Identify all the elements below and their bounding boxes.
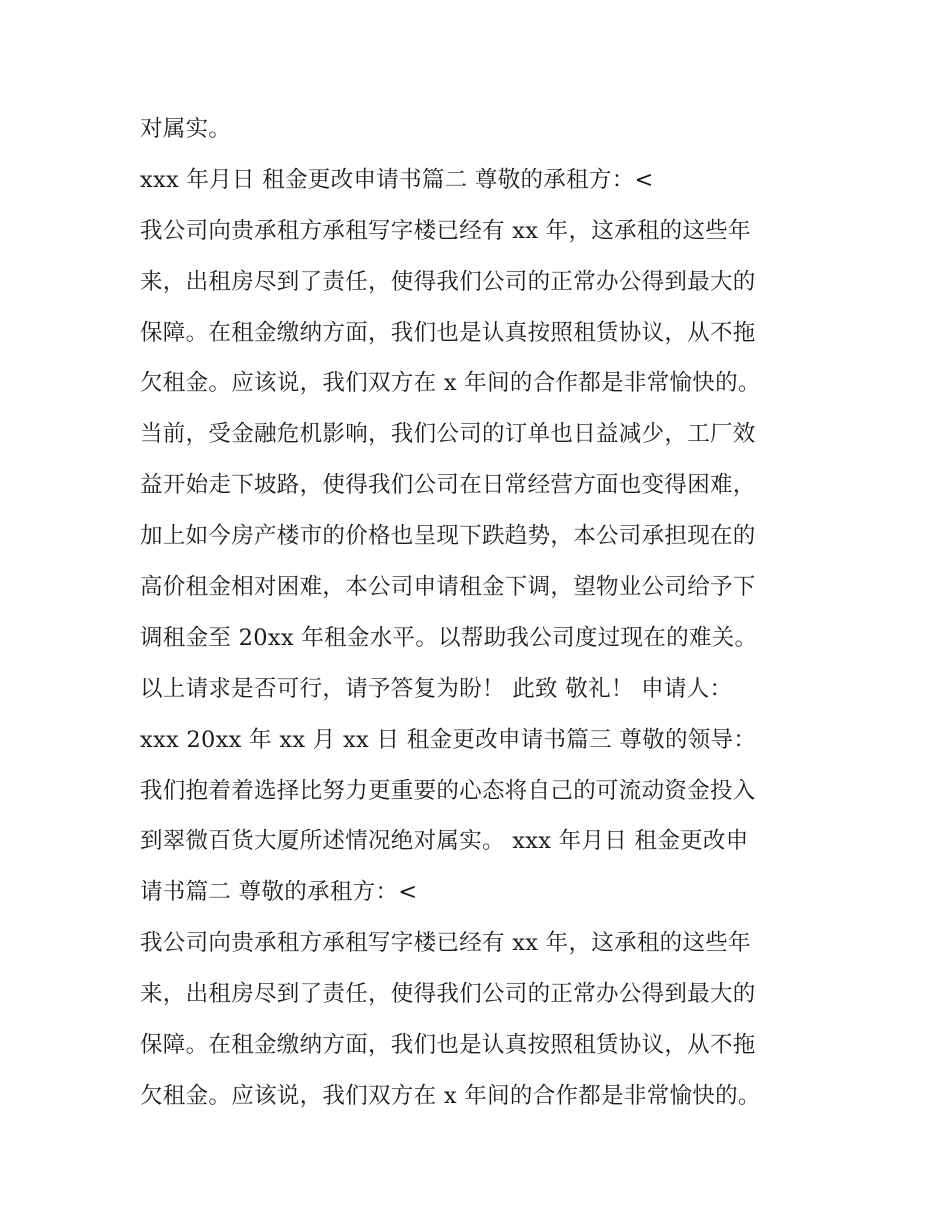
body-text <box>140 108 830 1126</box>
text-line: 对属实。 <box>140 116 232 142</box>
text-line: xxx 20xx 年 xx 月 xx 日 租金更改申请书篇三 尊敬的领导： <box>140 726 757 753</box>
text-line: 当前，受金融危机影响，我们公司的订单也日益减少，工厂效 <box>140 421 756 448</box>
text-line: 加上如今房产楼市的价格也呈现下跌趋势，本公司承担现在的 <box>140 523 756 550</box>
text-line: 调租金至 20xx 年租金水平。以帮助我公司度过现在的难关。 <box>140 624 758 651</box>
text-line: 我公司向贵承租方承租写字楼已经有 xx 年，这承租的这些年 <box>140 217 751 244</box>
text-line: 以上请求是否可行，请予答复为盼！ 此致 敬礼！ 申请人： <box>140 675 733 702</box>
text-line: 欠租金。应该说，我们双方在 x 年间的合作都是非常愉快的。 <box>140 1082 761 1109</box>
text-line: xxx 年月日 租金更改申请书篇二 尊敬的承租方：< <box>140 166 654 193</box>
text-line: 来，出租房尽到了责任，使得我们公司的正常办公得到最大的 <box>140 268 756 295</box>
text-line: 我公司向贵承租方承租写字楼已经有 xx 年，这承租的这些年 <box>140 930 751 957</box>
text-line: 欠租金。应该说，我们双方在 x 年间的合作都是非常愉快的。 <box>140 370 761 397</box>
text-line: 保障。在租金缴纳方面，我们也是认真按照租赁协议，从不拖 <box>140 319 756 346</box>
text-line: 高价租金相对困难，本公司申请租金下调，望物业公司给予下 <box>140 574 756 601</box>
text-line: 到翠微百货大厦所述情况绝对属实。 xxx 年月日 租金更改申 <box>140 828 749 855</box>
text-line: 我们抱着着选择比努力更重要的心态将自己的可流动资金投入 <box>140 777 756 804</box>
text-line: 益开始走下坡路，使得我们公司在日常经营方面也变得困难， <box>140 472 756 499</box>
text-line: 请书篇二 尊敬的承租方：< <box>140 879 418 906</box>
text-line: 来，出租房尽到了责任，使得我们公司的正常办公得到最大的 <box>140 981 756 1008</box>
text-line: 保障。在租金缴纳方面，我们也是认真按照租赁协议，从不拖 <box>140 1032 756 1059</box>
